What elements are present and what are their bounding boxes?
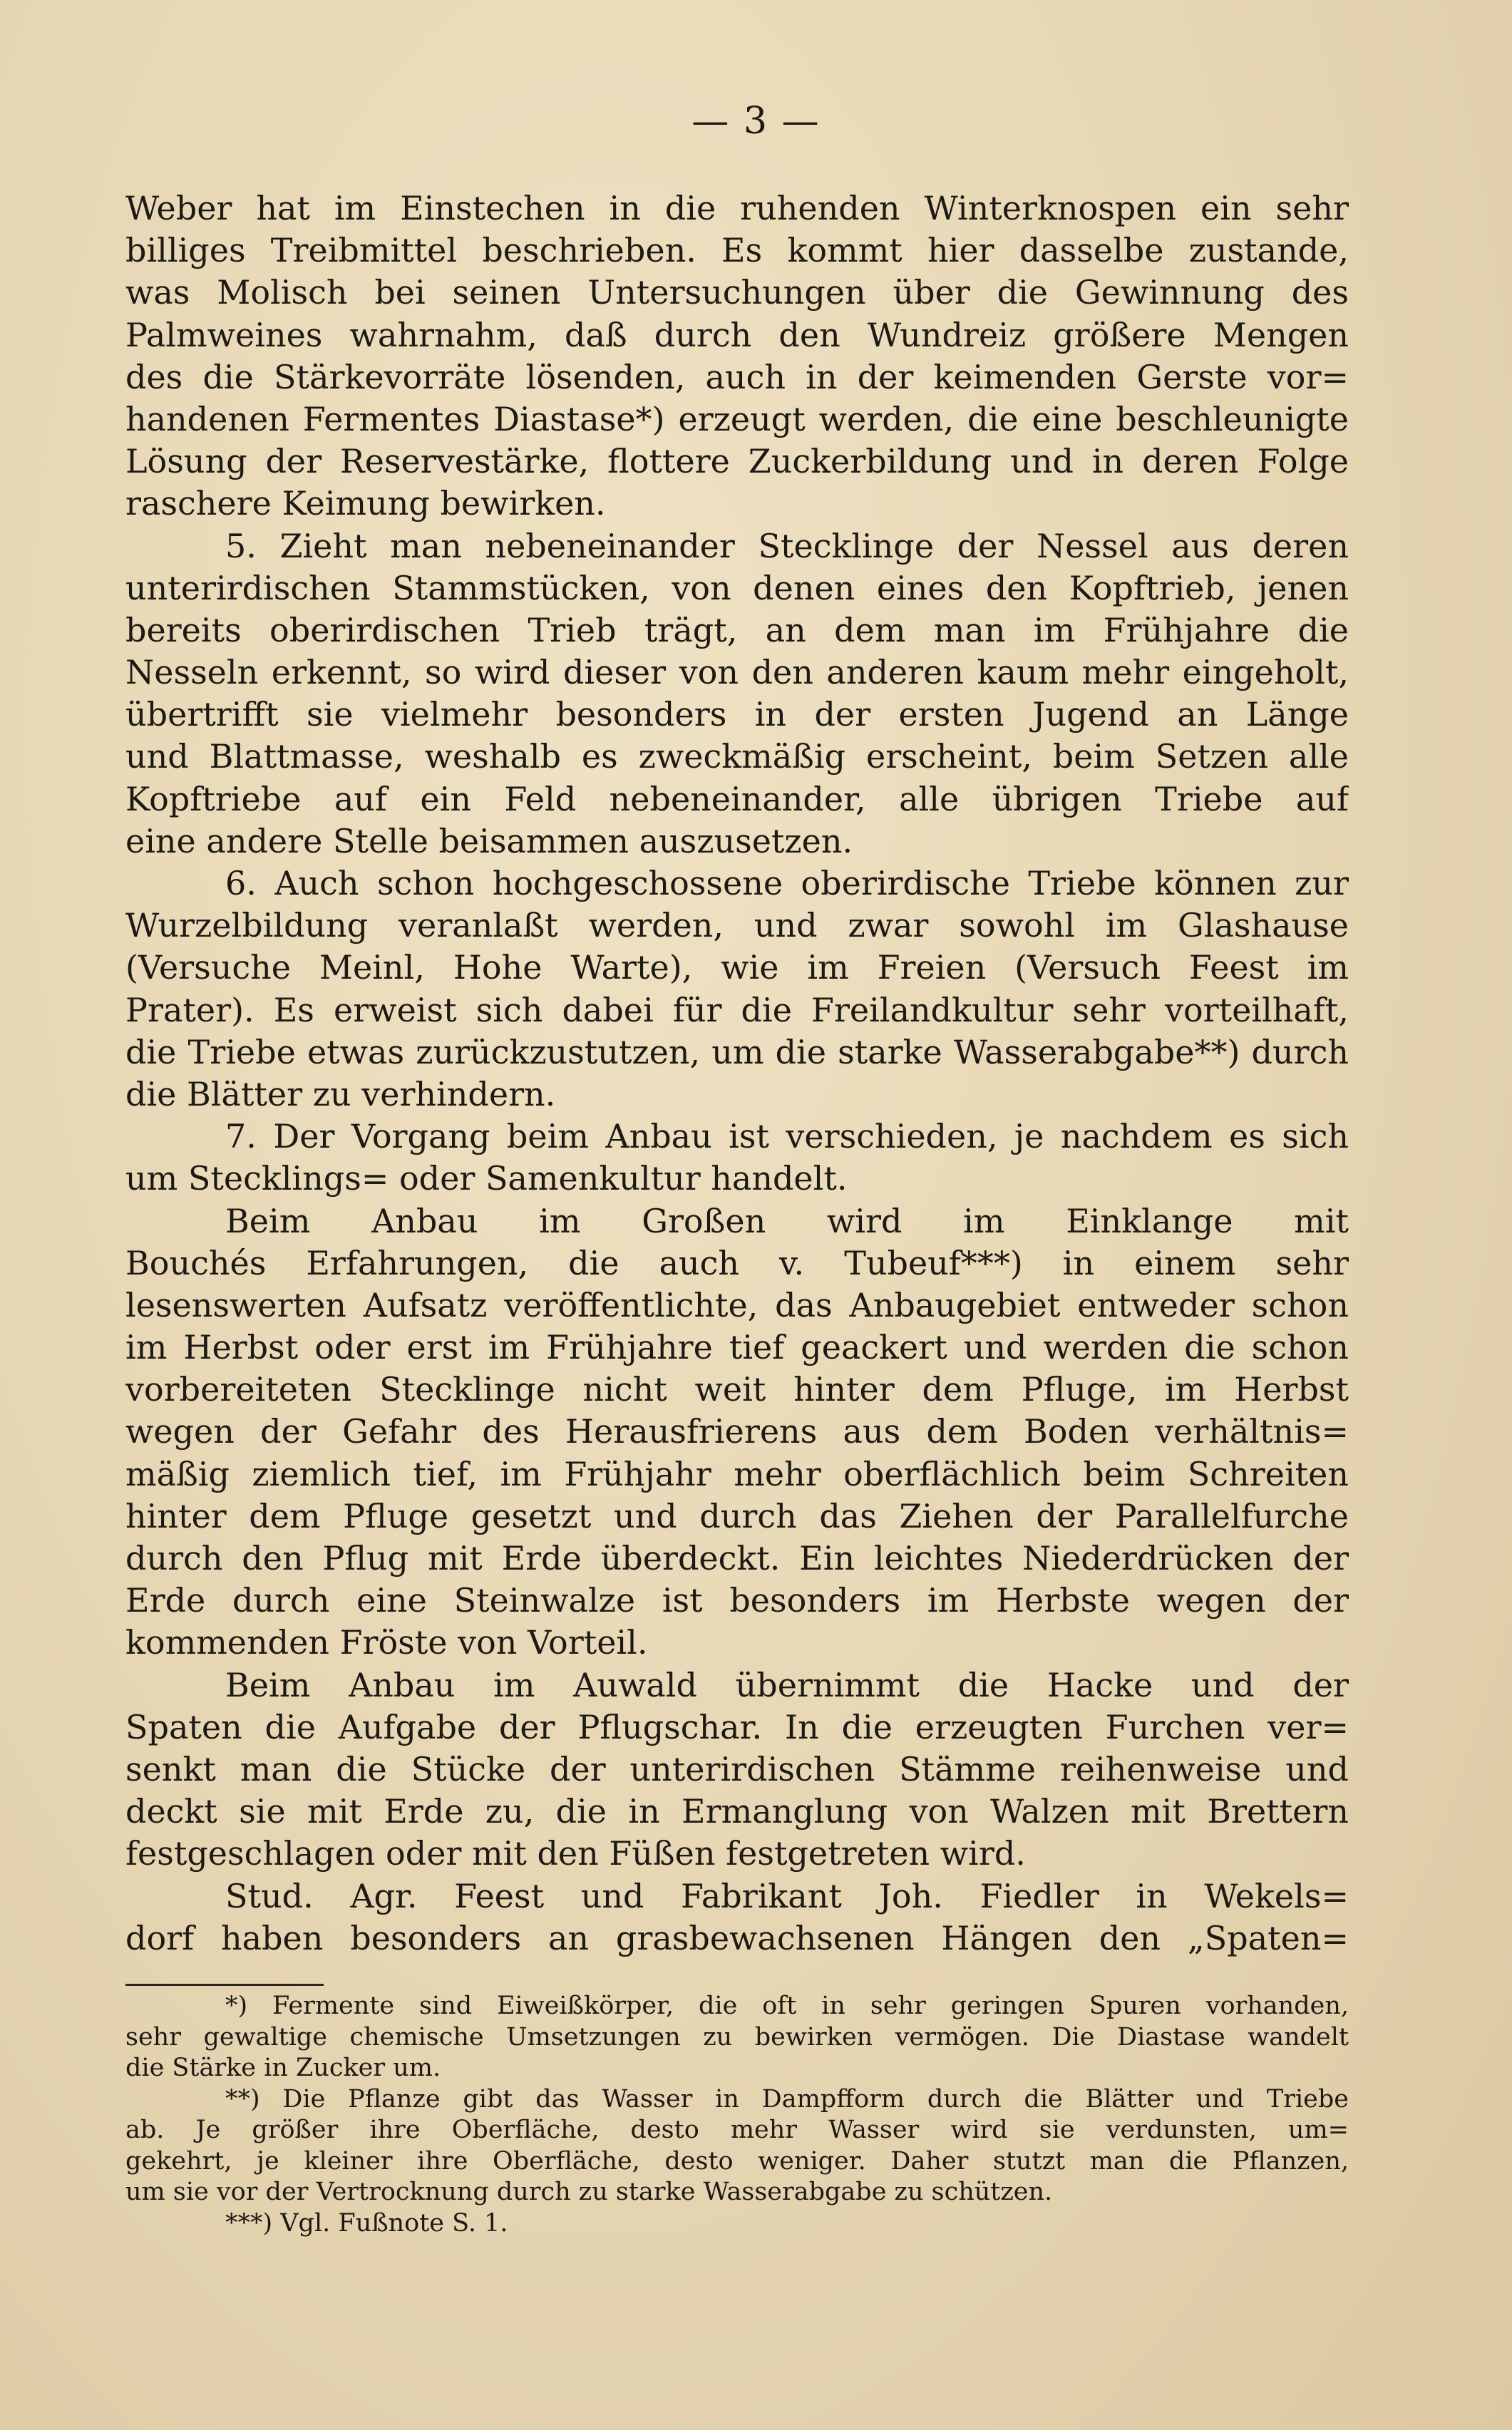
text-line: durch den Pflug mit Erde überdeckt. Ein leichtes Niederdrücken der bbox=[125, 1539, 1349, 1577]
text-line: bereits oberirdischen Trieb trägt, an dem man im Frühjahre die bbox=[125, 610, 1349, 649]
text-line: deckt sie mit Erde zu, die in Ermanglung von Walzen mit Brettern bbox=[125, 1792, 1349, 1831]
text-line: hinter dem Pfluge gesetzt und durch das Ziehen der Parallelfurche bbox=[125, 1496, 1349, 1535]
paragraph-start-line: 6. Auch schon hochgeschossene oberirdische Triebe können zur bbox=[225, 864, 1349, 902]
text-line: senkt man die Stücke der unterirdischen Stämme reihenweise und bbox=[125, 1749, 1349, 1788]
footnote-line: um sie vor der Vertrocknung durch zu starke Wasserabgabe zu schützen. bbox=[125, 2178, 1053, 2206]
footnote-line: *) Fermente sind Eiweißkörper, die oft in sehr geringen Spuren vorhanden, bbox=[225, 1992, 1349, 2020]
text-line: lesenswerten Aufsatz veröffentlichte, das Anbaugebiet entweder schon bbox=[125, 1285, 1349, 1324]
text-line: Spaten die Aufgabe der Pflugschar. In die erzeugten Furchen ver= bbox=[125, 1707, 1349, 1746]
body-text bbox=[125, 187, 1349, 1960]
text-line: Nesseln erkennt, so wird dieser von den anderen kaum mehr eingeholt, bbox=[125, 653, 1349, 692]
footnote-line: **) Die Pflanze gibt das Wasser in Dampfform durch die Blätter und Triebe bbox=[225, 2084, 1349, 2114]
text-line: unterirdischen Stammstücken, von denen eines den Kopftrieb, jenen bbox=[125, 568, 1349, 607]
paragraph-start-line: 7. Der Vorgang beim Anbau ist verschieden, je nachdem es sich bbox=[225, 1117, 1349, 1156]
footnote-separator bbox=[125, 1984, 324, 1986]
paragraph-start-line: Beim Anbau im Großen wird im Einklange mit bbox=[225, 1201, 1349, 1240]
paragraph-start-line: Beim Anbau im Auwald übernimmt die Hacke und der bbox=[225, 1665, 1349, 1704]
text-line: eine andere Stelle beisammen auszusetzen. bbox=[125, 821, 853, 860]
text-line: wegen der Gefahr des Herausfrierens aus dem Boden verhältnis= bbox=[125, 1412, 1349, 1451]
paragraph-start-line: 5. Zieht man nebeneinander Stecklinge der Nessel aus deren bbox=[225, 526, 1349, 565]
text-line: um Stecklings= oder Samenkultur handelt. bbox=[125, 1159, 848, 1198]
footnote-line: die Stärke in Zucker um. bbox=[125, 2054, 441, 2082]
text-line: handenen Fermentes Diastase*) erzeugt werden, die eine beschleunigte bbox=[125, 399, 1349, 438]
footnote-line: ab. Je größer ihre Oberfläche, desto mehr Wasser wird sie verdunsten, um= bbox=[125, 2116, 1349, 2144]
text-line: festgeschlagen oder mit den Füßen festgetreten wird. bbox=[125, 1834, 1026, 1873]
text-line: Bouchés Erfahrungen, die auch v. Tubeuf***) in einem sehr bbox=[125, 1243, 1349, 1282]
text-line: die Triebe etwas zurückzustutzen, um die starke Wasserabgabe**) durch bbox=[125, 1032, 1349, 1071]
text-line: Weber hat im Einstechen in die ruhenden Winterknospen ein sehr bbox=[125, 189, 1349, 227]
text-line: billiges Treibmittel beschrieben. Es kommt hier dasselbe zustande, bbox=[125, 231, 1349, 270]
text-line: die Blätter zu verhindern. bbox=[125, 1074, 556, 1113]
text-line: raschere Keimung bewirken. bbox=[125, 484, 606, 523]
text-line: Kopftriebe auf ein Feld nebeneinander, alle übrigen Triebe auf bbox=[125, 779, 1349, 818]
text-line: des die Stärkevorräte lösenden, auch in der keimenden Gerste vor= bbox=[125, 357, 1349, 396]
text-line: und Blattmasse, weshalb es zweckmäßig erscheint, beim Setzen alle bbox=[125, 737, 1349, 776]
page-number: — 3 — bbox=[691, 100, 821, 143]
text-line: (Versuche Meinl, Hohe Warte), wie im Freien (Versuch Feest im bbox=[125, 948, 1349, 987]
text-line: vorbereiteten Stecklinge nicht weit hinter dem Pfluge, im Herbst bbox=[125, 1370, 1349, 1409]
text-line: was Molisch bei seinen Untersuchungen über die Gewinnung des bbox=[125, 273, 1349, 312]
text-line: mäßig ziemlich tief, im Frühjahr mehr oberflächlich beim Schreiten bbox=[125, 1454, 1349, 1493]
text-line: Erde durch eine Steinwalze ist besonders im Herbste wegen der bbox=[125, 1581, 1349, 1620]
text-line: Prater). Es erweist sich dabei für die Freilandkultur sehr vorteilhaft, bbox=[125, 990, 1349, 1029]
text-line: Wurzelbildung veranlaßt werden, und zwar sowohl im Glashause bbox=[125, 906, 1349, 945]
text-line: übertrifft sie vielmehr besonders in der ersten Jugend an Länge bbox=[125, 695, 1349, 734]
footnote-line: sehr gewaltige chemische Umsetzungen zu bewirken vermögen. Die Diastase wandelt bbox=[125, 2022, 1349, 2051]
text-line: Palmweines wahrnahm, daß durch den Wundreiz größere Mengen bbox=[125, 315, 1349, 354]
text-line: kommenden Fröste von Vorteil. bbox=[125, 1623, 648, 1662]
text-line: dorf haben besonders an grasbewachsenen Hängen den „Spaten= bbox=[125, 1918, 1349, 1957]
text-line: Lösung der Reservestärke, flottere Zuckerbildung und in deren Folge bbox=[125, 442, 1349, 481]
footnotes bbox=[125, 1991, 1349, 2239]
text-line: im Herbst oder erst im Frühjahre tief geackert und werden die schon bbox=[125, 1328, 1349, 1367]
footnote-line: gekehrt, je kleiner ihre Oberfläche, desto weniger. Daher stutzt man die Pflanzen, bbox=[125, 2146, 1349, 2176]
footnote-line: ***) Vgl. Fußnote S. 1. bbox=[225, 2208, 508, 2238]
paragraph-start-line: Stud. Agr. Feest und Fabrikant Joh. Fiedler in Wekels= bbox=[225, 1876, 1349, 1915]
